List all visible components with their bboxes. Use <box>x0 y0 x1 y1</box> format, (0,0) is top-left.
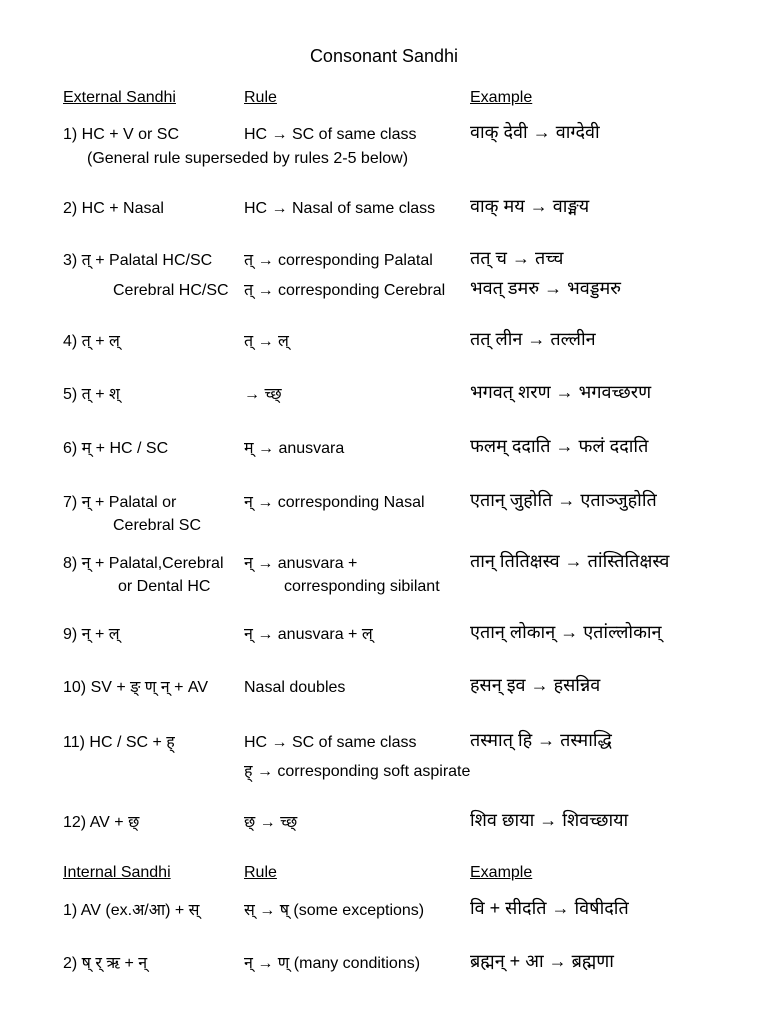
row-12-rule: छ् → च्छ् <box>244 814 298 831</box>
row-4-rule: त् → ल् <box>244 333 289 350</box>
row-11-rule-2: ह् → corresponding soft aspirate <box>244 763 471 780</box>
row-1-note: (General rule superseded by rules 2-5 below) <box>87 150 409 167</box>
row-4-example: तत् लीन → तल्लीन <box>470 329 596 349</box>
external-sandhi-header: External Sandhi <box>63 89 176 106</box>
row-1-left: 1) HC + V or SC <box>63 126 180 143</box>
row-7-rule: न् → corresponding Nasal <box>244 494 425 511</box>
row-4-left: 4) त् + ल् <box>63 333 120 350</box>
row-8-rule: न् → anusvara + <box>244 555 358 572</box>
row-3-left: 3) त् + Palatal HC/SC <box>63 252 213 269</box>
internal-row-1-example: वि + सीदति → विषीदति <box>470 898 629 918</box>
row-10-left: 10) SV + ङ् ण् न् + AV <box>63 679 209 696</box>
row-1-rule: HC → SC of same class <box>244 126 417 143</box>
internal-row-2-left: 2) ष् र् ऋ + न् <box>63 955 148 972</box>
external-rule-header: Rule <box>244 89 277 106</box>
row-7-example: एतान् जुहोति → एताञ्जुहोति <box>470 490 657 510</box>
internal-row-1-rule: स् → ष् (some exceptions) <box>244 902 425 919</box>
row-7-left-2: Cerebral SC <box>113 517 202 534</box>
row-2-example: वाक् मय → वाङ्मय <box>470 196 590 216</box>
row-10-example: हसन् इव → हसन्निव <box>470 675 601 695</box>
internal-example-header: Example <box>470 864 533 881</box>
internal-sandhi-header: Internal Sandhi <box>63 864 171 881</box>
row-9-rule: न् → anusvara + ल् <box>244 626 373 643</box>
row-10-rule: Nasal doubles <box>244 679 346 696</box>
row-5-example: भगवत् शरण → भगवच्छरण <box>470 382 652 402</box>
row-8-rule-2: corresponding sibilant <box>284 578 440 595</box>
row-3-example: तत् च → तच्च <box>470 248 564 268</box>
page-title: Consonant Sandhi <box>309 46 459 66</box>
row-11-example: तस्मात् हि → तस्माद्धि <box>470 730 612 750</box>
row-8-left: 8) न् + Palatal,Cerebral <box>63 555 224 572</box>
row-6-example: फलम् ददाति → फलं ददाति <box>470 436 649 456</box>
row-11-rule: HC → SC of same class <box>244 734 417 751</box>
row-2-left: 2) HC + Nasal <box>63 200 164 217</box>
row-9-left: 9) न् + ल् <box>63 626 120 643</box>
row-11-left: 11) HC / SC + ह् <box>63 734 175 751</box>
external-example-header: Example <box>470 89 533 106</box>
row-6-left: 6) म् + HC / SC <box>63 440 169 457</box>
internal-row-2-example: ब्रह्मन् + आ → ब्रह्मणा <box>470 951 614 971</box>
row-12-example: शिव छाया → शिवच्छाया <box>470 810 629 830</box>
row-9-example: एतान् लोकान् → एतांल्लोकान् <box>470 622 662 642</box>
internal-row-2-rule: न् → ण् (many conditions) <box>244 955 421 972</box>
row-12-left: 12) AV + छ् <box>63 814 140 831</box>
row-6-rule: म् → anusvara <box>244 440 345 457</box>
row-3-example-2: भवत् डमरु → भवड्डमरु <box>470 278 622 298</box>
row-3-left-2: Cerebral HC/SC <box>113 282 229 299</box>
row-8-example: तान् तितिक्षस्व → तांस्तितिक्षस्व <box>470 551 670 571</box>
row-8-left-2: or Dental HC <box>118 578 211 595</box>
internal-row-1-left: 1) AV (ex.अ/आ) + स् <box>63 902 200 919</box>
internal-rule-header: Rule <box>244 864 277 881</box>
row-3-rule: त् → corresponding Palatal <box>244 252 433 269</box>
row-5-left: 5) त् + श् <box>63 386 120 403</box>
row-1-example: वाक् देवी → वाग्देवी <box>470 122 600 142</box>
row-7-left: 7) न् + Palatal or <box>63 494 177 511</box>
row-3-rule-2: त् → corresponding Cerebral <box>244 282 446 299</box>
row-2-rule: HC → Nasal of same class <box>244 200 436 217</box>
row-5-rule: → च्छ् <box>244 386 282 403</box>
